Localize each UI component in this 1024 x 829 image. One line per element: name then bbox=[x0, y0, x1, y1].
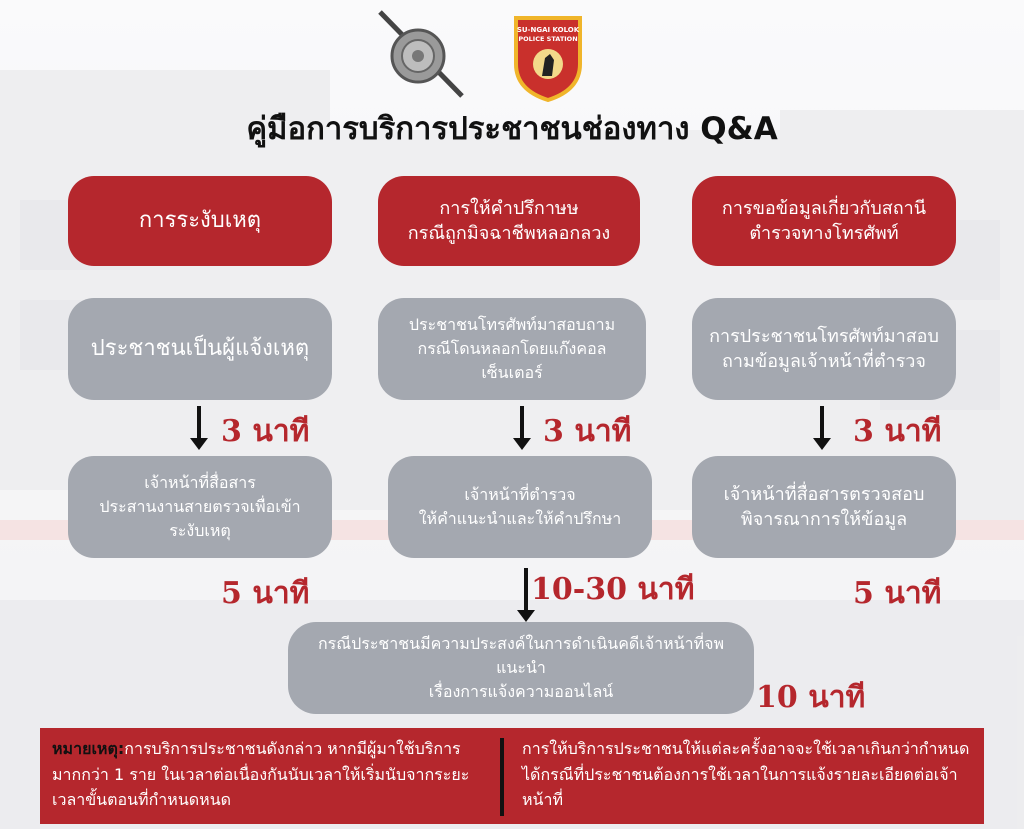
remark-label: หมายเหตุ: bbox=[52, 739, 125, 758]
remark-box bbox=[40, 728, 984, 824]
svg-text:SU-NGAI KOLOK: SU-NGAI KOLOK bbox=[516, 26, 580, 34]
step2-station-info: เจ้าหน้าที่สื่อสารตรวจสอบ พิจารณาการให้ข้อมูล bbox=[692, 456, 956, 558]
arrow-down-icon bbox=[820, 406, 824, 440]
duration-label: 5 นาที bbox=[853, 576, 942, 611]
duration-label: 3 นาที bbox=[543, 414, 632, 449]
arrow-down-icon bbox=[524, 568, 528, 612]
divider bbox=[500, 738, 504, 816]
arrow-down-icon bbox=[520, 406, 524, 440]
arrow-down-icon bbox=[197, 406, 201, 440]
step2-scam-consultation: เจ้าหน้าที่ตำรวจ ให้คำแนะนำและให้คำปรึกษา bbox=[388, 456, 652, 558]
step1-incident-response: ประชาชนเป็นผู้แจ้งเหตุ bbox=[68, 298, 332, 400]
page-title: คู่มือการบริการประชาชนช่องทาง Q&A bbox=[246, 111, 778, 147]
police-station-badge-logo bbox=[512, 14, 584, 102]
header-incident-response: การระงับเหตุ bbox=[68, 176, 332, 266]
remark-right-text: การให้บริการประชาชนให้แต่ละครั้งอาจจะใช้เวลาเกินกว่ากำหนดได้กรณีที่ประชาชนต้องการใช้เวลาในการแจ้งรายละเอียดต่อเจ้าหน้าที่ bbox=[522, 739, 970, 810]
step1-scam-consultation: ประชาชนโทรศัพท์มาสอบถาม กรณีโดนหลอกโดยแก๊งคอล เซ็นเตอร์ bbox=[378, 298, 646, 400]
remark-left-text: การบริการประชาชนดังกล่าว หากมีผู้มาใช้บริการมากกว่า 1 ราย ในเวลาต่อเนื่องกันนับเวลาให้เริ่มนับจากระยะเวลาขั้นตอนที่กำหนดหนด bbox=[52, 739, 470, 810]
duration-label: 3 นาที bbox=[221, 414, 310, 449]
duration-label: 10 นาที bbox=[756, 680, 866, 715]
police-emblem-logo bbox=[372, 8, 468, 100]
duration-label: 3 นาที bbox=[853, 414, 942, 449]
step2-incident-response: เจ้าหน้าที่สื่อสาร ประสานงานสายตรวจเพื่อเข้า ระงับเหตุ bbox=[68, 456, 332, 558]
step1-station-info: การประชาชนโทรศัพท์มาสอบ ถามข้อมูลเจ้าหน้าที่ตำรวจ bbox=[692, 298, 956, 400]
remark-left bbox=[52, 736, 492, 813]
header-scam-consultation: การให้คำปรึกาษษ กรณีถูกมิจฉาชีพหลอกลวง bbox=[378, 176, 640, 266]
duration-label: 5 นาที bbox=[221, 576, 310, 611]
duration-label: 10-30 นาที bbox=[531, 572, 695, 607]
step3-online-report: กรณีประชาชนมีความประสงค์ในการดำเนินคดีเจ้าหน้าที่จพแนะนำ เรื่องการแจ้งความออนไลน์ bbox=[288, 622, 754, 714]
header-station-info: การขอข้อมูลเกี่ยวกับสถานี ตำรวจทางโทรศัพท์ bbox=[692, 176, 956, 266]
svg-text:POLICE STATION: POLICE STATION bbox=[518, 35, 578, 43]
